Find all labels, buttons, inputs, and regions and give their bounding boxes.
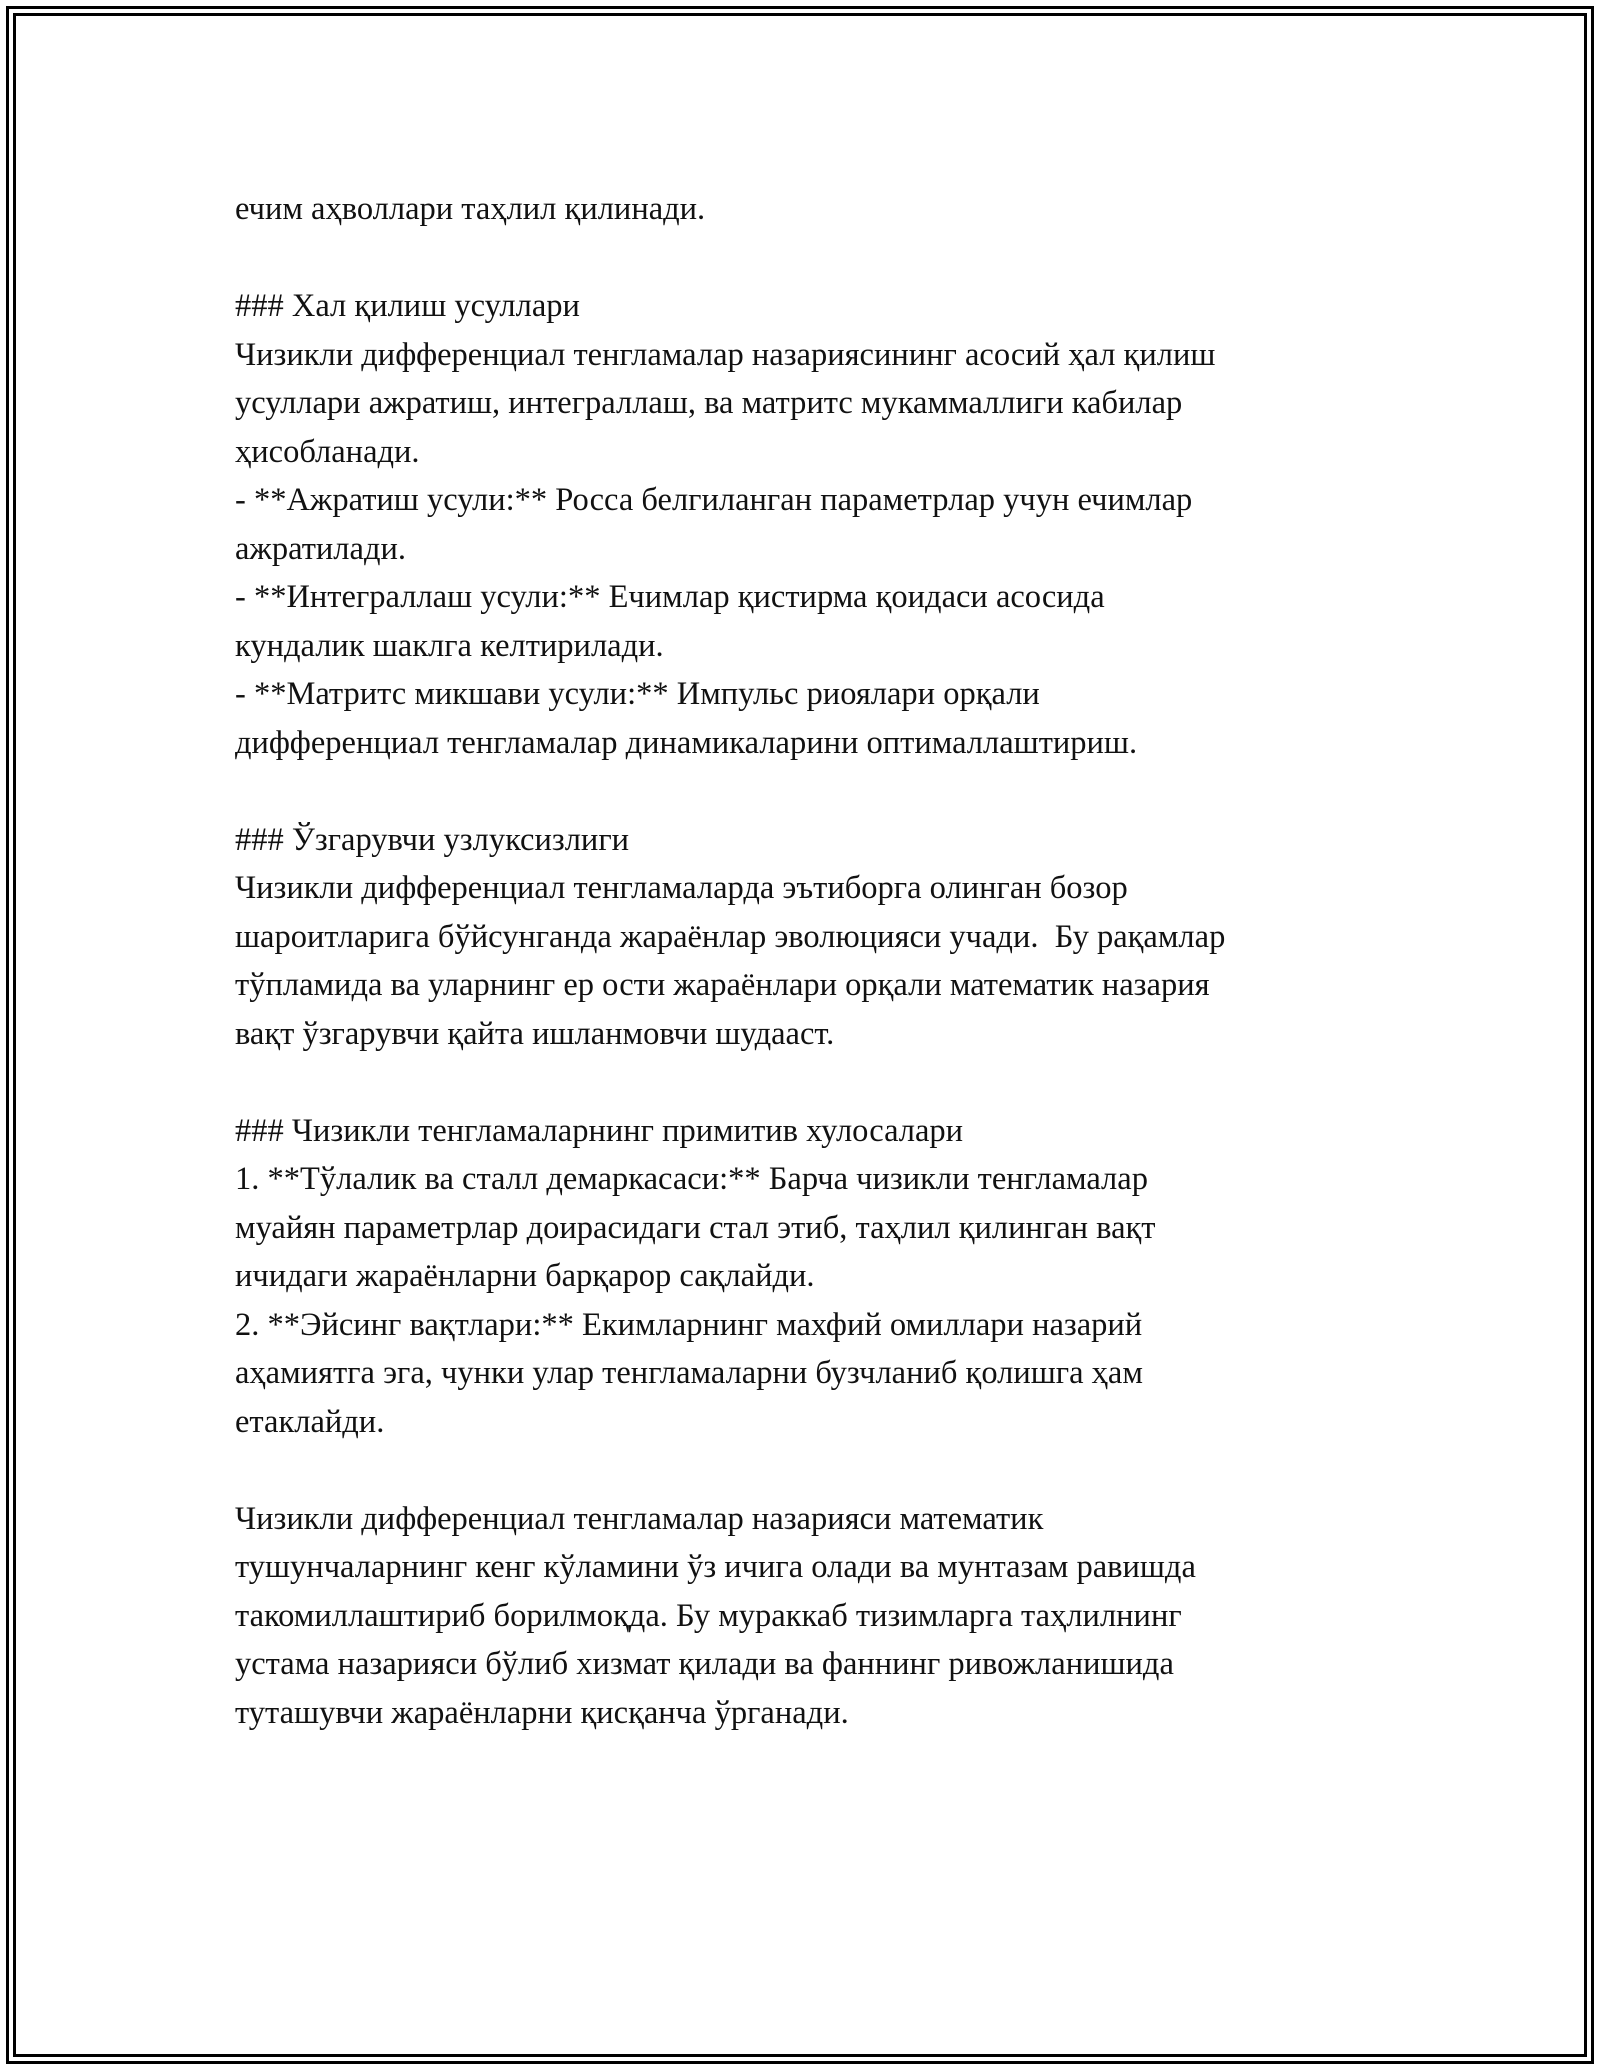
text-line: кундалик шаклга келтирилади. xyxy=(235,627,664,664)
text-line: такомиллаштириб борилмоқда. Бу мураккаб тизимларга таҳлилнинг xyxy=(235,1597,1182,1634)
text-line: тўпламида ва уларнинг ер ости жараёнлари орқали математик назария xyxy=(235,967,1210,1003)
text-line: - **Ажратиш усули:** Росса белгиланган параметрлар учун ечимлар xyxy=(235,482,1193,518)
paragraph-gap xyxy=(235,1058,1385,1107)
text-line: ### Ўзгарувчи узлуксизлиги xyxy=(235,821,630,858)
text-line: Чизикли дифференциал тенгламаларда эътиборга олинган бозор xyxy=(235,870,1128,906)
text-line: ажратилади. xyxy=(235,530,407,567)
text-line: муайян параметрлар доирасидаги стал этиб, таҳлил қилинган вақт xyxy=(235,1209,1156,1246)
text-line: туташувчи жараёнларни қисқанча ўрганади. xyxy=(235,1694,849,1731)
text-line: тушунчаларнинг кенг кўламини ўз ичига олади ва мунтазам равишда xyxy=(235,1549,1196,1585)
paragraph xyxy=(235,282,1385,767)
text-line: ҳисобланади. xyxy=(235,433,420,470)
text-line: - **Интеграллаш усули:** Ечимлар қистирма қоидаси асосида xyxy=(235,579,1105,615)
text-line: усуллари ажратиш, интеграллаш, ва матритс мукаммаллиги кабилар xyxy=(235,385,1183,421)
document-body xyxy=(235,185,1385,1737)
text-line: Чизикли дифференциал тенгламалар назарияси математик xyxy=(235,1500,1044,1537)
text-line: вақт ўзгарувчи қайта ишланмовчи шудааст. xyxy=(235,1015,835,1052)
text-line: - **Матритс микшави усули:** Импульс риоялари орқали xyxy=(235,676,1040,712)
paragraph xyxy=(235,816,1385,1059)
paragraph xyxy=(235,1495,1385,1738)
text-line: ### Чизикли тенгламаларнинг примитив хулосалари xyxy=(235,1112,964,1149)
text-line: етаклайди. xyxy=(235,1403,385,1440)
text-line: Чизикли дифференциал тенгламалар назариясининг асосий ҳал қилиш xyxy=(235,336,1216,373)
paragraph xyxy=(235,1107,1385,1447)
text-line: дифференциал тенгламалар динамикаларини оптималлаштириш. xyxy=(235,724,1138,761)
text-line: ### Хал қилиш усуллари xyxy=(235,288,580,324)
text-line: устама назарияси бўлиб хизмат қилади ва фаннинг ривожланишида xyxy=(235,1646,1174,1682)
text-line: 1. **Тўлалик ва сталл демаркасаси:** Барча чизикли тенгламалар xyxy=(235,1161,1148,1197)
text-line: ичидаги жараёнларни барқарор сақлайди. xyxy=(235,1258,815,1294)
text-line: аҳамиятга эга, чунки улар тенгламаларни бузчланиб қолишга ҳам xyxy=(235,1355,1143,1391)
paragraph-gap xyxy=(235,1446,1385,1495)
text-line: шароитларига бўйсунганда жараёнлар эволюцияси учади. Бу рақамлар xyxy=(235,918,1226,955)
paragraph-gap xyxy=(235,234,1385,283)
paragraph xyxy=(235,185,1385,234)
paragraph-gap xyxy=(235,767,1385,816)
text-line: 2. **Эйсинг вақтлари:** Екимларнинг махфий омиллари назарий xyxy=(235,1306,1143,1343)
text-line: ечим аҳволлари таҳлил қилинади. xyxy=(235,191,706,227)
